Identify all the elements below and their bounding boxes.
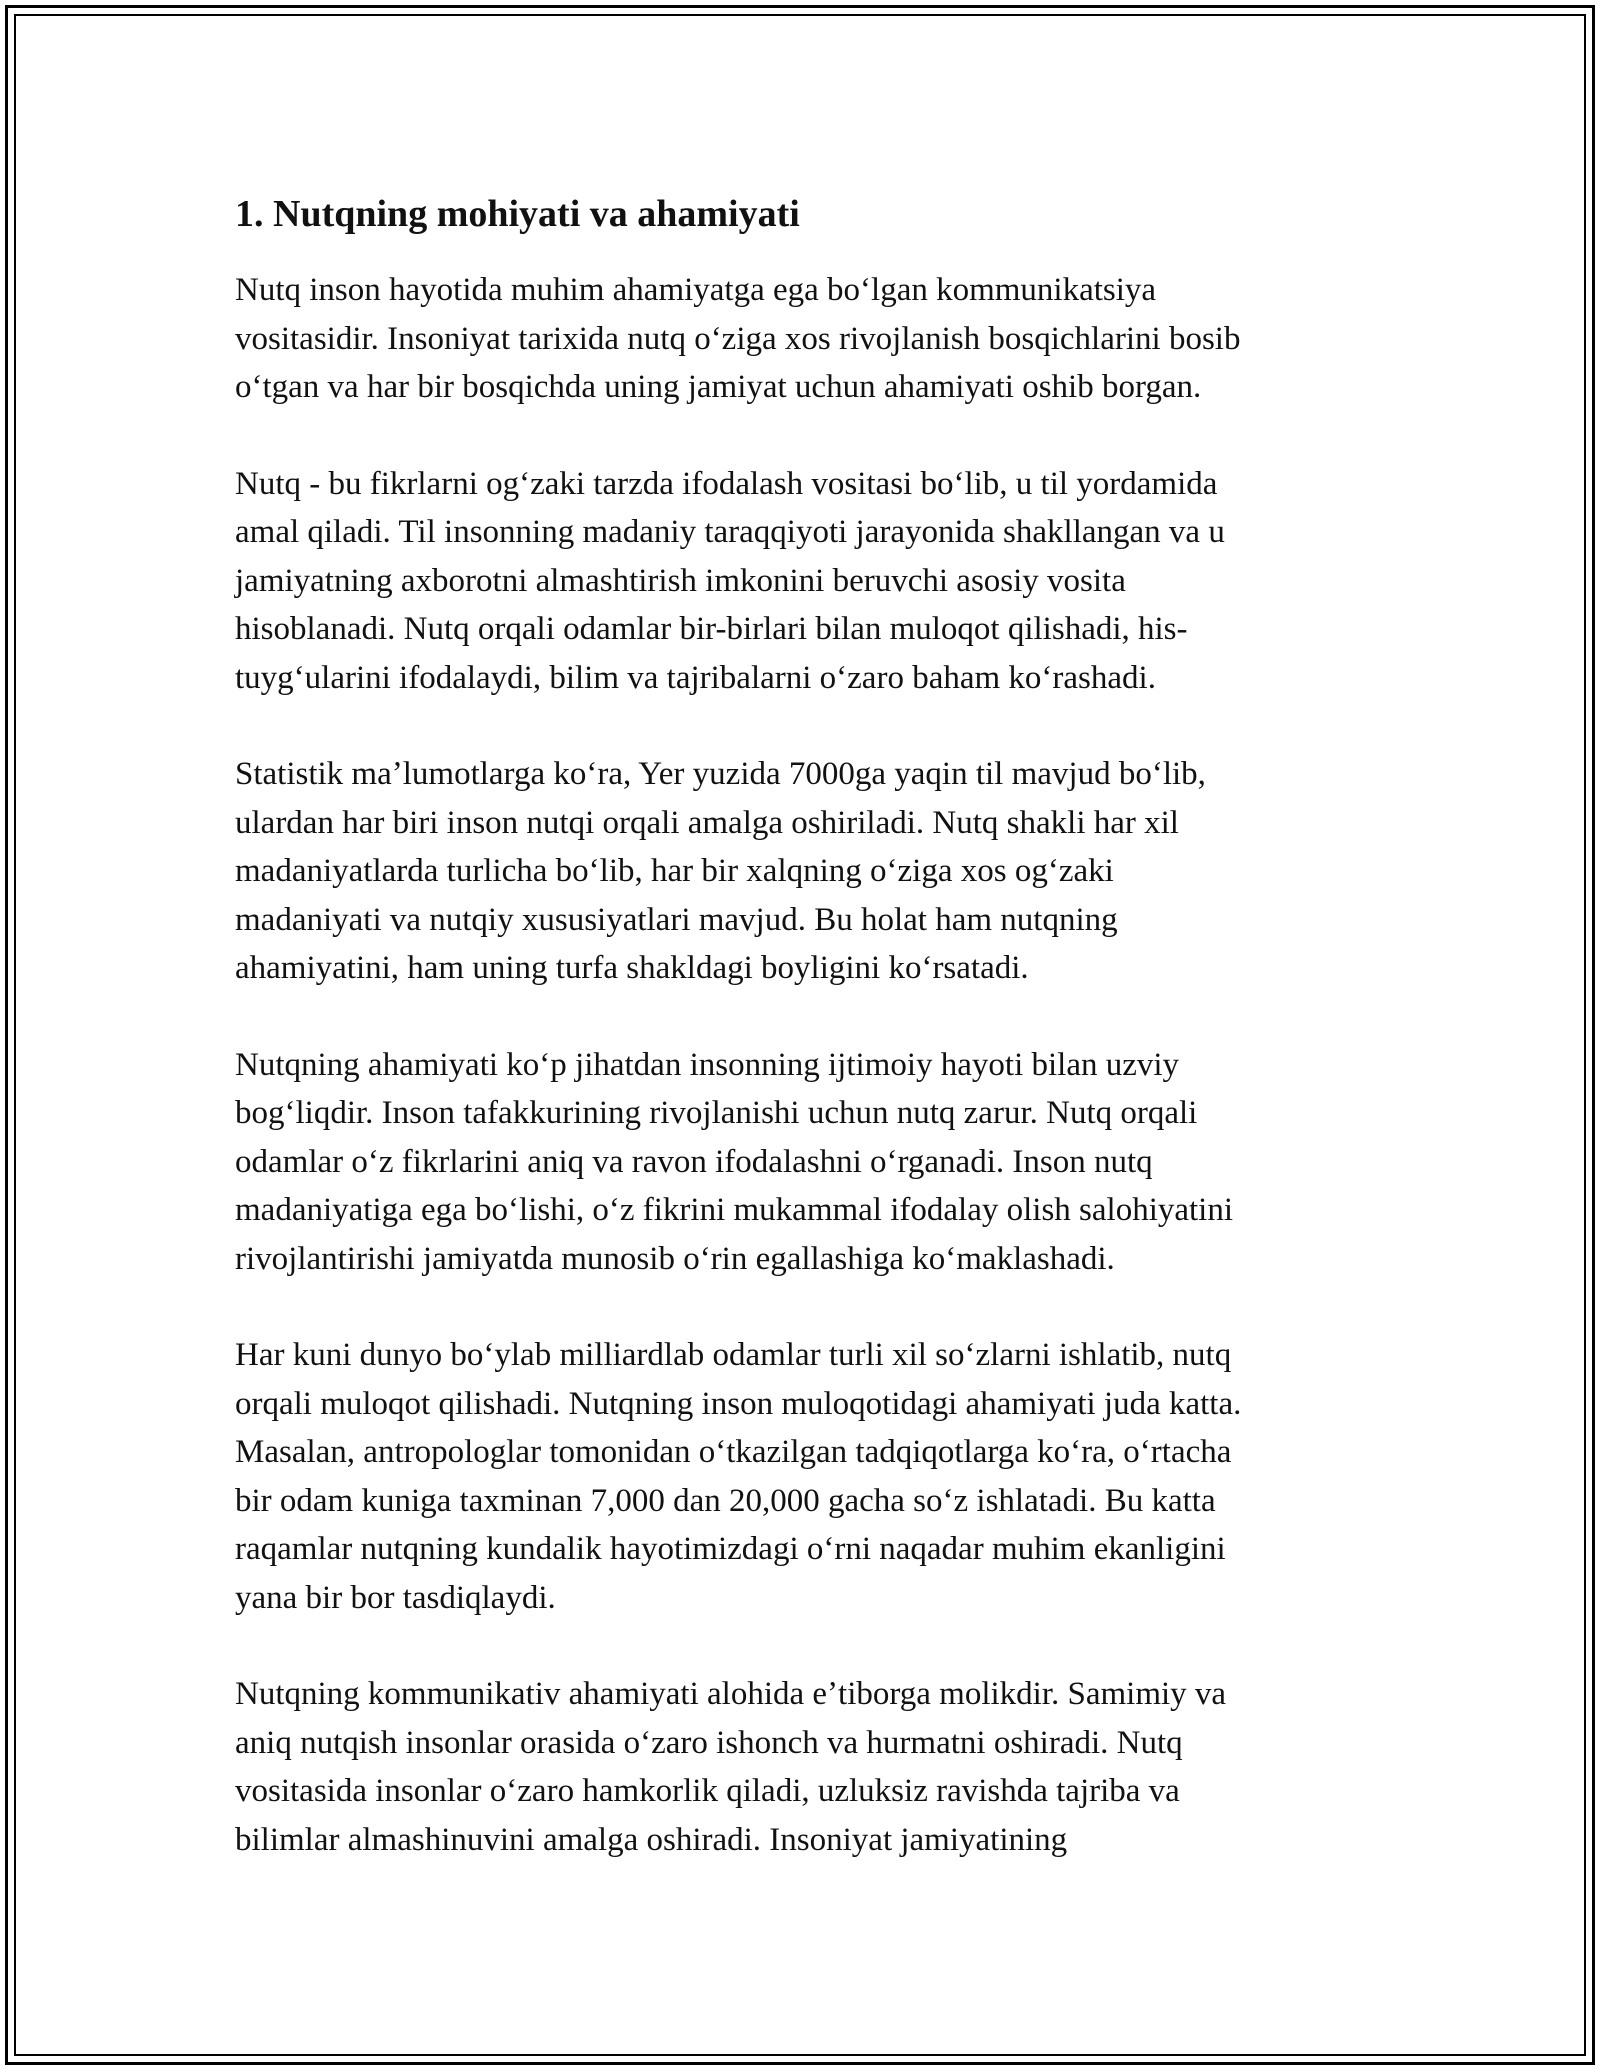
section-heading: 1. Nutqning mohiyati va ahamiyati (235, 193, 800, 235)
paragraph-statistics: Statistik maʼlumotlarga koʻra, Yer yuzida 7000ga yaqin til mavjud boʻlib, ulardan har biri inson nutqi orqali amalga oshiriladi. Nutq shakli har xil madaniyatlarda turlicha boʻlib, har bir xalqning oʻziga xos ogʻzaki madaniyati va nutqiy xususiyatlari mavjud. Bu holat ham nutqning ahamiyatini, ham uning turfa shakldagi boyligini koʻrsatadi. (235, 756, 1206, 986)
paragraph-definition: Nutq - bu fikrlarni ogʻzaki tarzda ifodalash vositasi boʻlib, u til yordamida amal qiladi. Til insonning madaniy taraqqiyoti jarayonida shakllangan va u jamiyatning axborotni almashtirish imkonini beruvchi asosiy vosita hisoblanadi. Nutq orqali odamlar bir-birlari bilan muloqot qilishadi, his- tuygʻularini ifodalaydi, bilim va tajribalarni oʻzaro baham koʻrashadi. (235, 465, 1225, 696)
document-body (235, 184, 1365, 1912)
paragraph-daily-usage: Har kuni dunyo boʻylab milliardlab odamlar turli xil soʻzlarni ishlatib, nutq orqali muloqot qilishadi. Nutqning inson muloqotidagi ahamiyati juda katta. Masalan, antropologlar tomonidan oʻtkazilgan tadqiqotlarga koʻra, oʻrtacha bir odam kuniga taxminan 7,000 dan 20,000 gacha soʻz ishlatadi. Bu katta raqamlar nutqning kundalik hayotimizdagi oʻrni naqadar muhim ekanligini yana bir bor tasdiqlaydi. (235, 1337, 1242, 1616)
paragraph-intro: Nutq inson hayotida muhim ahamiyatga ega boʻlgan kommunikatsiya vositasidir. Insoniyat tarixida nutq oʻziga xos rivojlanish bosqichlarini bosib oʻtgan va har bir bosqichda uning jamiyat uchun ahamiyati oshib borgan. (235, 272, 1241, 405)
paragraph-social-importance: Nutqning ahamiyati koʻp jihatdan insonning ijtimoiy hayoti bilan uzviy bogʻliqdir. Inson tafakkurining rivojlanishi uchun nutq zarur. Nutq orqali odamlar oʻz fikrlarini aniq va ravon ifodalashni oʻrganadi. Inson nutq madaniyatiga ega boʻlishi, oʻz fikrini mukammal ifodalay olish salohiyatini rivojlantirishi jamiyatda munosib oʻrin egallashiga koʻmaklashadi. (235, 1046, 1234, 1277)
paragraph-communicative-value: Nutqning kommunikativ ahamiyati alohida eʼtiborga molikdir. Samimiy va aniq nutqish insonlar orasida oʻzaro ishonch va hurmatni oshiradi. Nutq vositasida insonlar oʻzaro hamkorlik qiladi, uzluksiz ravishda tajriba va bilimlar almashinuvini amalga oshiradi. Insoniyat jamiyatining (235, 1676, 1227, 1858)
